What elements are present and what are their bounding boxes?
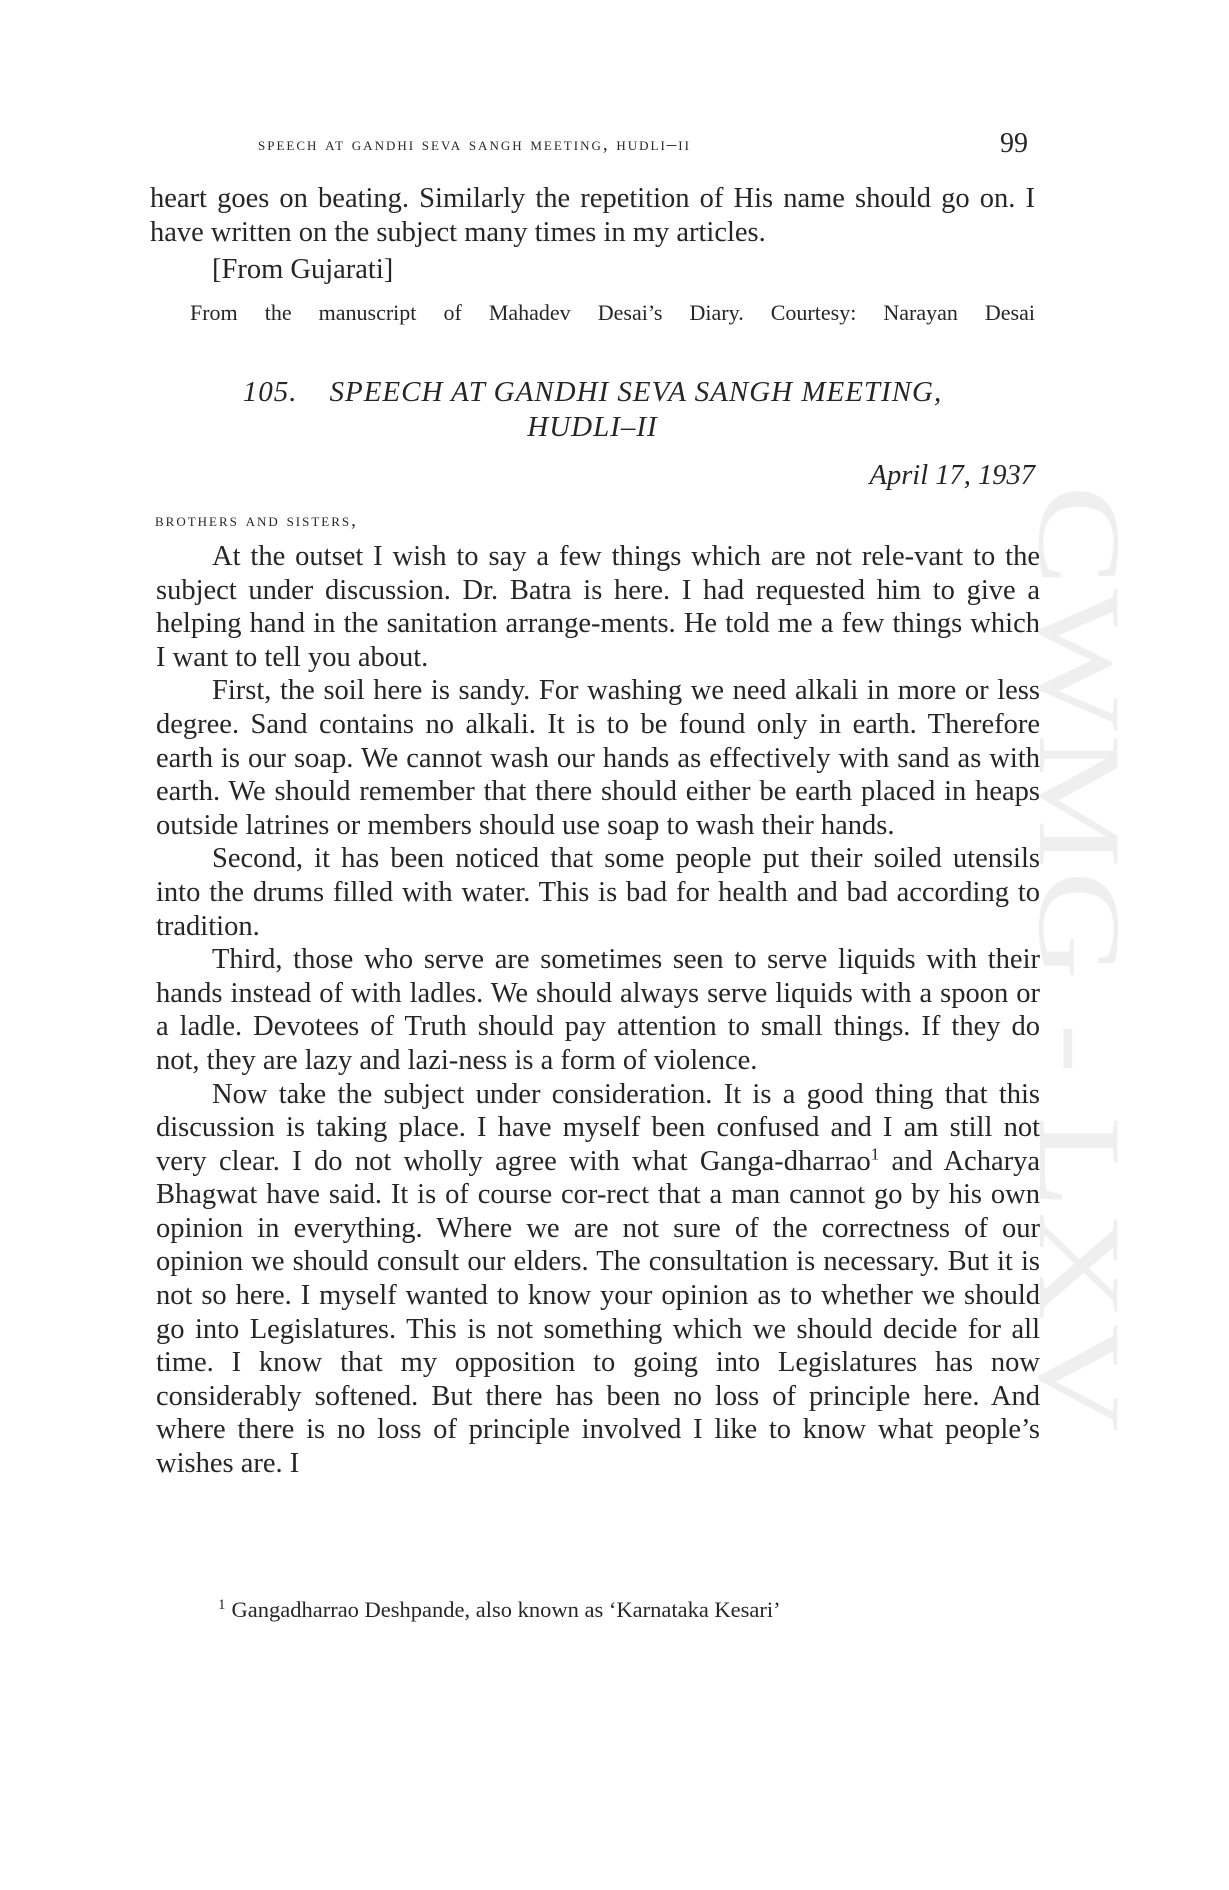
- paragraph: Third, those who serve are sometimes seen to serve liquids with their hands instead of with ladles. We should always serve liquids with a spoon or a ladle. Devotees of Truth should pay attention to small things. If they do not, they are lazy and lazi-ness is a form of violence.: [156, 944, 1040, 1076]
- item-heading: [150, 375, 1035, 445]
- paragraph: Second, it has been noticed that some people put their soiled utensils into the drums filled with water. This is bad for health and bad according to tradition.: [156, 843, 1040, 942]
- running-head: speech at gandhi seva sangh meeting, hudli–ii: [258, 134, 691, 155]
- footnote: [218, 1597, 781, 1623]
- watermark-text: CWMG - LXV: [1014, 485, 1145, 1227]
- continuation-text: [150, 182, 1035, 249]
- speech-date: April 17, 1937: [869, 460, 1035, 491]
- paragraph-text-after-footnote: and Acharya Bhagwat have said. It is of course cor-rect that a man cannot go by his own opinion in everything. Where we are not sure of the correctness of our opinion we should consult our elders. The consultation is necessary. But it is not so here. I myself wanted to know your opinion as to whether we should go into Legislatures. This is not something which we should decide for all time. I know that my opposition to going into Legislatures has now considerably softened. But there has been no loss of principle here. And where there is no loss of principle involved I like to know what people’s wishes are. I: [156, 1145, 1040, 1480]
- footnote-reference-mark: 1: [870, 1144, 880, 1164]
- item-title-line-2: HUDLI–II: [527, 411, 658, 443]
- item-number: 105.: [242, 376, 298, 408]
- speech-body: [156, 540, 1040, 1481]
- paragraph: [156, 1078, 1040, 1481]
- paragraph: At the outset I wish to say a few things which are not rele-vant to the subject under discussion. Dr. Batra is here. I had requested him to give a helping hand in the sanitation arrange-ments. He told me a few things which I want to tell you about.: [156, 541, 1040, 673]
- item-title-line-1: SPEECH AT GANDHI SEVA SANGH MEETING,: [329, 376, 943, 408]
- footnote-text: Gangadharrao Deshpande, also known as ‘Karnataka Kesari’: [231, 1597, 781, 1622]
- page-number: 99: [1000, 128, 1028, 159]
- source-credit-note: From the manuscript of Mahadev Desai’s Diary. Courtesy: Narayan Desai: [190, 300, 1035, 325]
- footnote-mark: 1: [218, 1596, 226, 1613]
- paragraph: First, the soil here is sandy. For washing we need alkali in more or less degree. Sand contains no alkali. It is to be found only in earth. Therefore earth is our soap. We cannot wash our hands as effectively with sand as with earth. We should remember that there should either be earth placed in heaps outside latrines or members should use soap to wash their hands.: [156, 675, 1040, 841]
- paragraph-text-before-footnote: Now take the subject under consideration. It is a good thing that this discussion is taking place. I have myself been confused and I am still not very clear. I do not wholly agree with what Ganga-dharrao: [156, 1078, 1040, 1177]
- continuation-paragraph: heart goes on beating. Similarly the repetition of His name should go on. I have written on the subject many times in my articles.: [150, 183, 1035, 248]
- source-language-note: [From Gujarati]: [212, 254, 394, 285]
- salutation: brothers and sisters,: [155, 510, 358, 531]
